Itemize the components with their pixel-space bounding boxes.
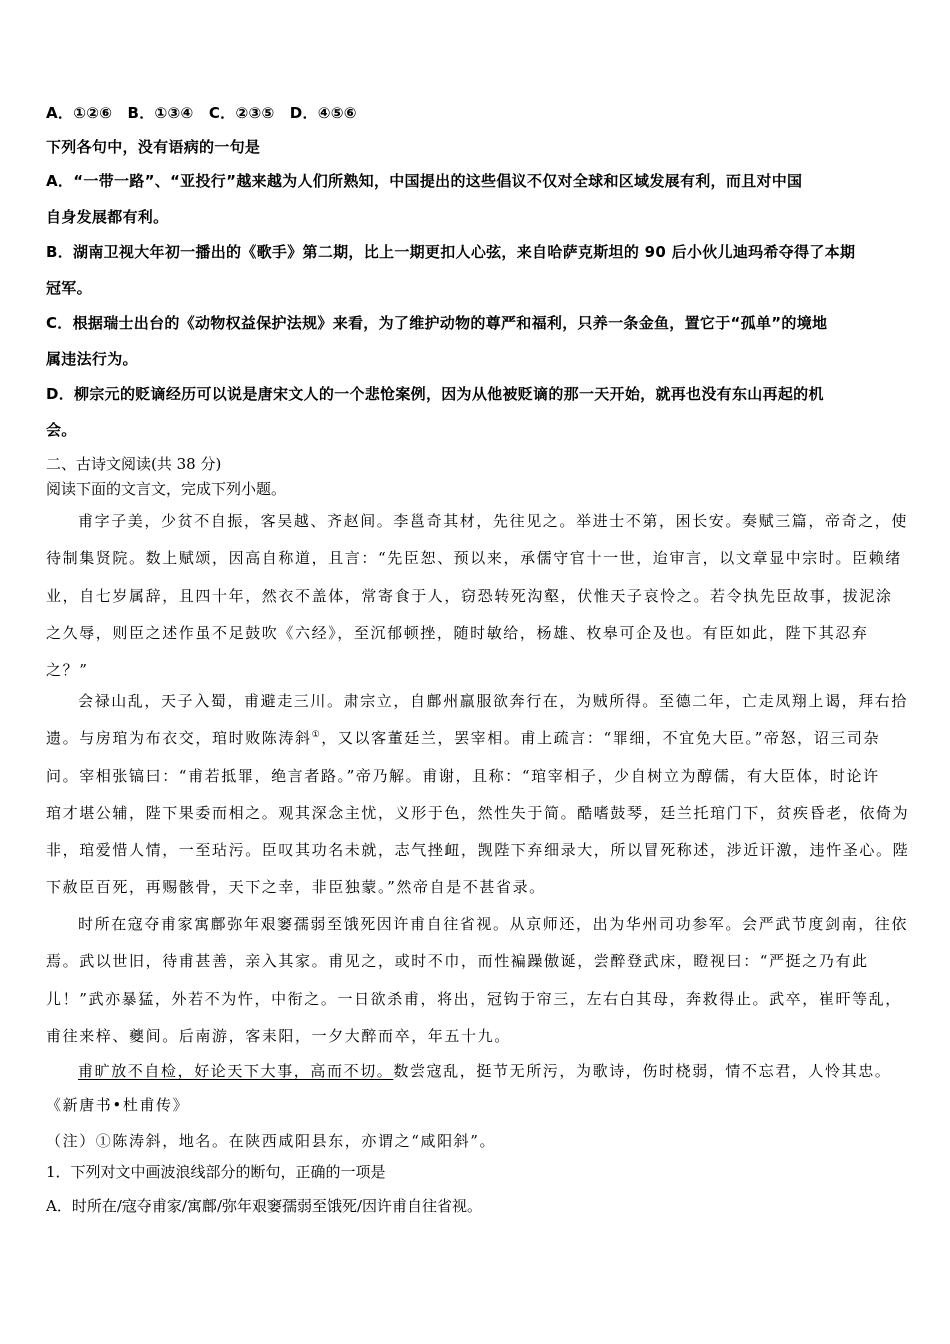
passage-source: 《新唐书•杜甫传》 — [46, 1096, 190, 1114]
passage-p1-line-3: 业，自七岁属辞，且四十年，然衣不盖体，常寄食于人，窃恐转死沟壑，伏惟天子哀怜之。若令执先臣故事，拔泥涂 — [46, 587, 893, 605]
reading-instruction: 阅读下面的文言文，完成下列小题。 — [46, 480, 287, 498]
question-1-stem: 1．下列对文中画波浪线部分的断句，正确的一项是 — [46, 1163, 386, 1181]
passage-p3-line-2: 焉。武以世旧，待甫甚善，亲入其家。甫见之，或时不巾，而性褊躁傲诞，尝醉登武床，瞪视曰：“严挺之乃有此 — [46, 952, 869, 970]
passage-p3-line-4: 甫往来梓、夔间。后南游，客耒阳，一夕大醉而卒，年五十九。 — [46, 1027, 511, 1045]
underlined-sentence: 甫旷放不自检，好论天下大事，高而不切。 — [78, 1062, 394, 1080]
footnote-marker: ① — [311, 730, 322, 740]
passage-p1-line-2: 待制集贤院。数上赋颂，因高自称道，且言：“先臣恕、预以来，承儒守官十一世，迨审言，以文章显中宗时。臣赖绪 — [46, 549, 902, 567]
option-a-line-1: A．“一带一路”、“亚投行”越来越为人们所熟知，中国提出的这些倡议不仅对全球和区域发展有利，而且对中国 — [46, 172, 803, 190]
previous-question-options: A．①②⑥ B．①③④ C．②③⑤ D．④⑤⑥ — [46, 104, 357, 122]
passage-p4-line-1 — [78, 1060, 891, 1081]
passage-p2-line-2-part-1: 遗。与房琯为布衣交，琯时败陈涛斜 — [46, 729, 312, 747]
option-d-line-2: 会。 — [46, 421, 77, 439]
passage-p2-line-1: 会禄山乱，天子入蜀，甫避走三川。肃宗立，自鄜州羸服欲奔行在，为贼所得。至德二年，亡走凤翔上谒，拜右拾 — [78, 692, 909, 710]
option-a-line-2: 自身发展都有利。 — [46, 208, 169, 226]
passage-p1-line-5: 之？” — [46, 661, 89, 679]
option-c-line-2: 属违法行为。 — [46, 350, 138, 368]
passage-p2-line-2-part-2: ，又以客董廷兰，罢宰相。甫上疏言：“罪细，不宜免大臣。”帝怒，诏三司杂 — [321, 729, 881, 747]
passage-p3-line-1: 时所在寇夺甫家寓鄜弥年艰窭孺弱至饿死因许甫自往省视。从京师还，出为华州司功参军。会严武节度剑南，往依 — [78, 915, 909, 933]
option-c-line-1: C．根据瑞士出台的《动物权益保护法规》来看，为了维护动物的尊严和福利，只养一条金鱼，置它于“孤单”的境地 — [46, 314, 828, 332]
passage-p2-line-6: 下赦臣百死，再赐骸骨，天下之幸，非臣独蒙。”然帝自是不甚省录。 — [46, 878, 546, 896]
option-d-line-1: D．柳宗元的贬谪经历可以说是唐宋文人的一个悲怆案例，因为从他被贬谪的那一天开始，就再也没有东山再起的机 — [46, 385, 824, 403]
passage-p1-line-4: 之久辱，则臣之述作虽不足鼓吹《六经》，至沉郁顿挫，随时敏给，杨雄、枚皋可企及也。有臣如此，陛下其忍弃 — [46, 624, 869, 642]
footnote: （注）①陈涛斜，地名。在陕西咸阳县东，亦谓之“咸阳斜”。 — [46, 1132, 497, 1150]
question-1-option-a: A．时所在/寇夺甫家/寓鄜/弥年艰窭孺弱至饿死/因许甫自往省视。 — [46, 1197, 483, 1215]
passage-p2-line-4: 琯才堪公辅，陛下果委而相之。观其深念主忧，义形于色，然性失于简。酷嗜鼓琴，廷兰托琯门下，贫疾昏老，依倚为 — [46, 804, 910, 822]
passage-p2-line-2 — [46, 727, 880, 748]
option-b-line-2: 冠军。 — [46, 279, 92, 297]
passage-p1-line-1: 甫字子美，少贫不自振，客吴越、齐赵间。李邕奇其材，先往见之。举进士不第，困长安。奏赋三篇，帝奇之，使 — [78, 512, 909, 530]
passage-p2-line-5: 非，琯爱惜人情，一至玷污。臣叹其功名未就，志气挫衄，觊陛下弃细录大，所以冒死称述，涉近讦激，违忤圣心。陛 — [46, 841, 910, 859]
passage-p4-rest: 数尝寇乱，挺节无所污，为歌诗，伤时桡弱，情不忘君，人怜其忠。 — [393, 1062, 892, 1080]
passage-p3-line-3: 儿！”武亦暴猛，外若不为忤，中衔之。一日欲杀甫，将出，冠钩于帘三，左右白其母，奔救得止。武卒，崔旰等乱， — [46, 990, 902, 1008]
passage-p2-line-3: 问。宰相张镐曰：“甫若抵罪，绝言者路。”帝乃解。甫谢，且称：“琯宰相子，少自树立为醇儒，有大臣体，时论许 — [46, 767, 880, 785]
question-prompt: 下列各句中，没有语病的一句是 — [46, 138, 261, 156]
option-b-line-1: B．湖南卫视大年初一播出的《歌手》第二期，比上一期更扣人心弦，来自哈萨克斯坦的 90 后小伙儿迪玛希夺得了本期 — [46, 243, 856, 261]
section-title: 二、古诗文阅读(共 38 分) — [46, 455, 222, 473]
